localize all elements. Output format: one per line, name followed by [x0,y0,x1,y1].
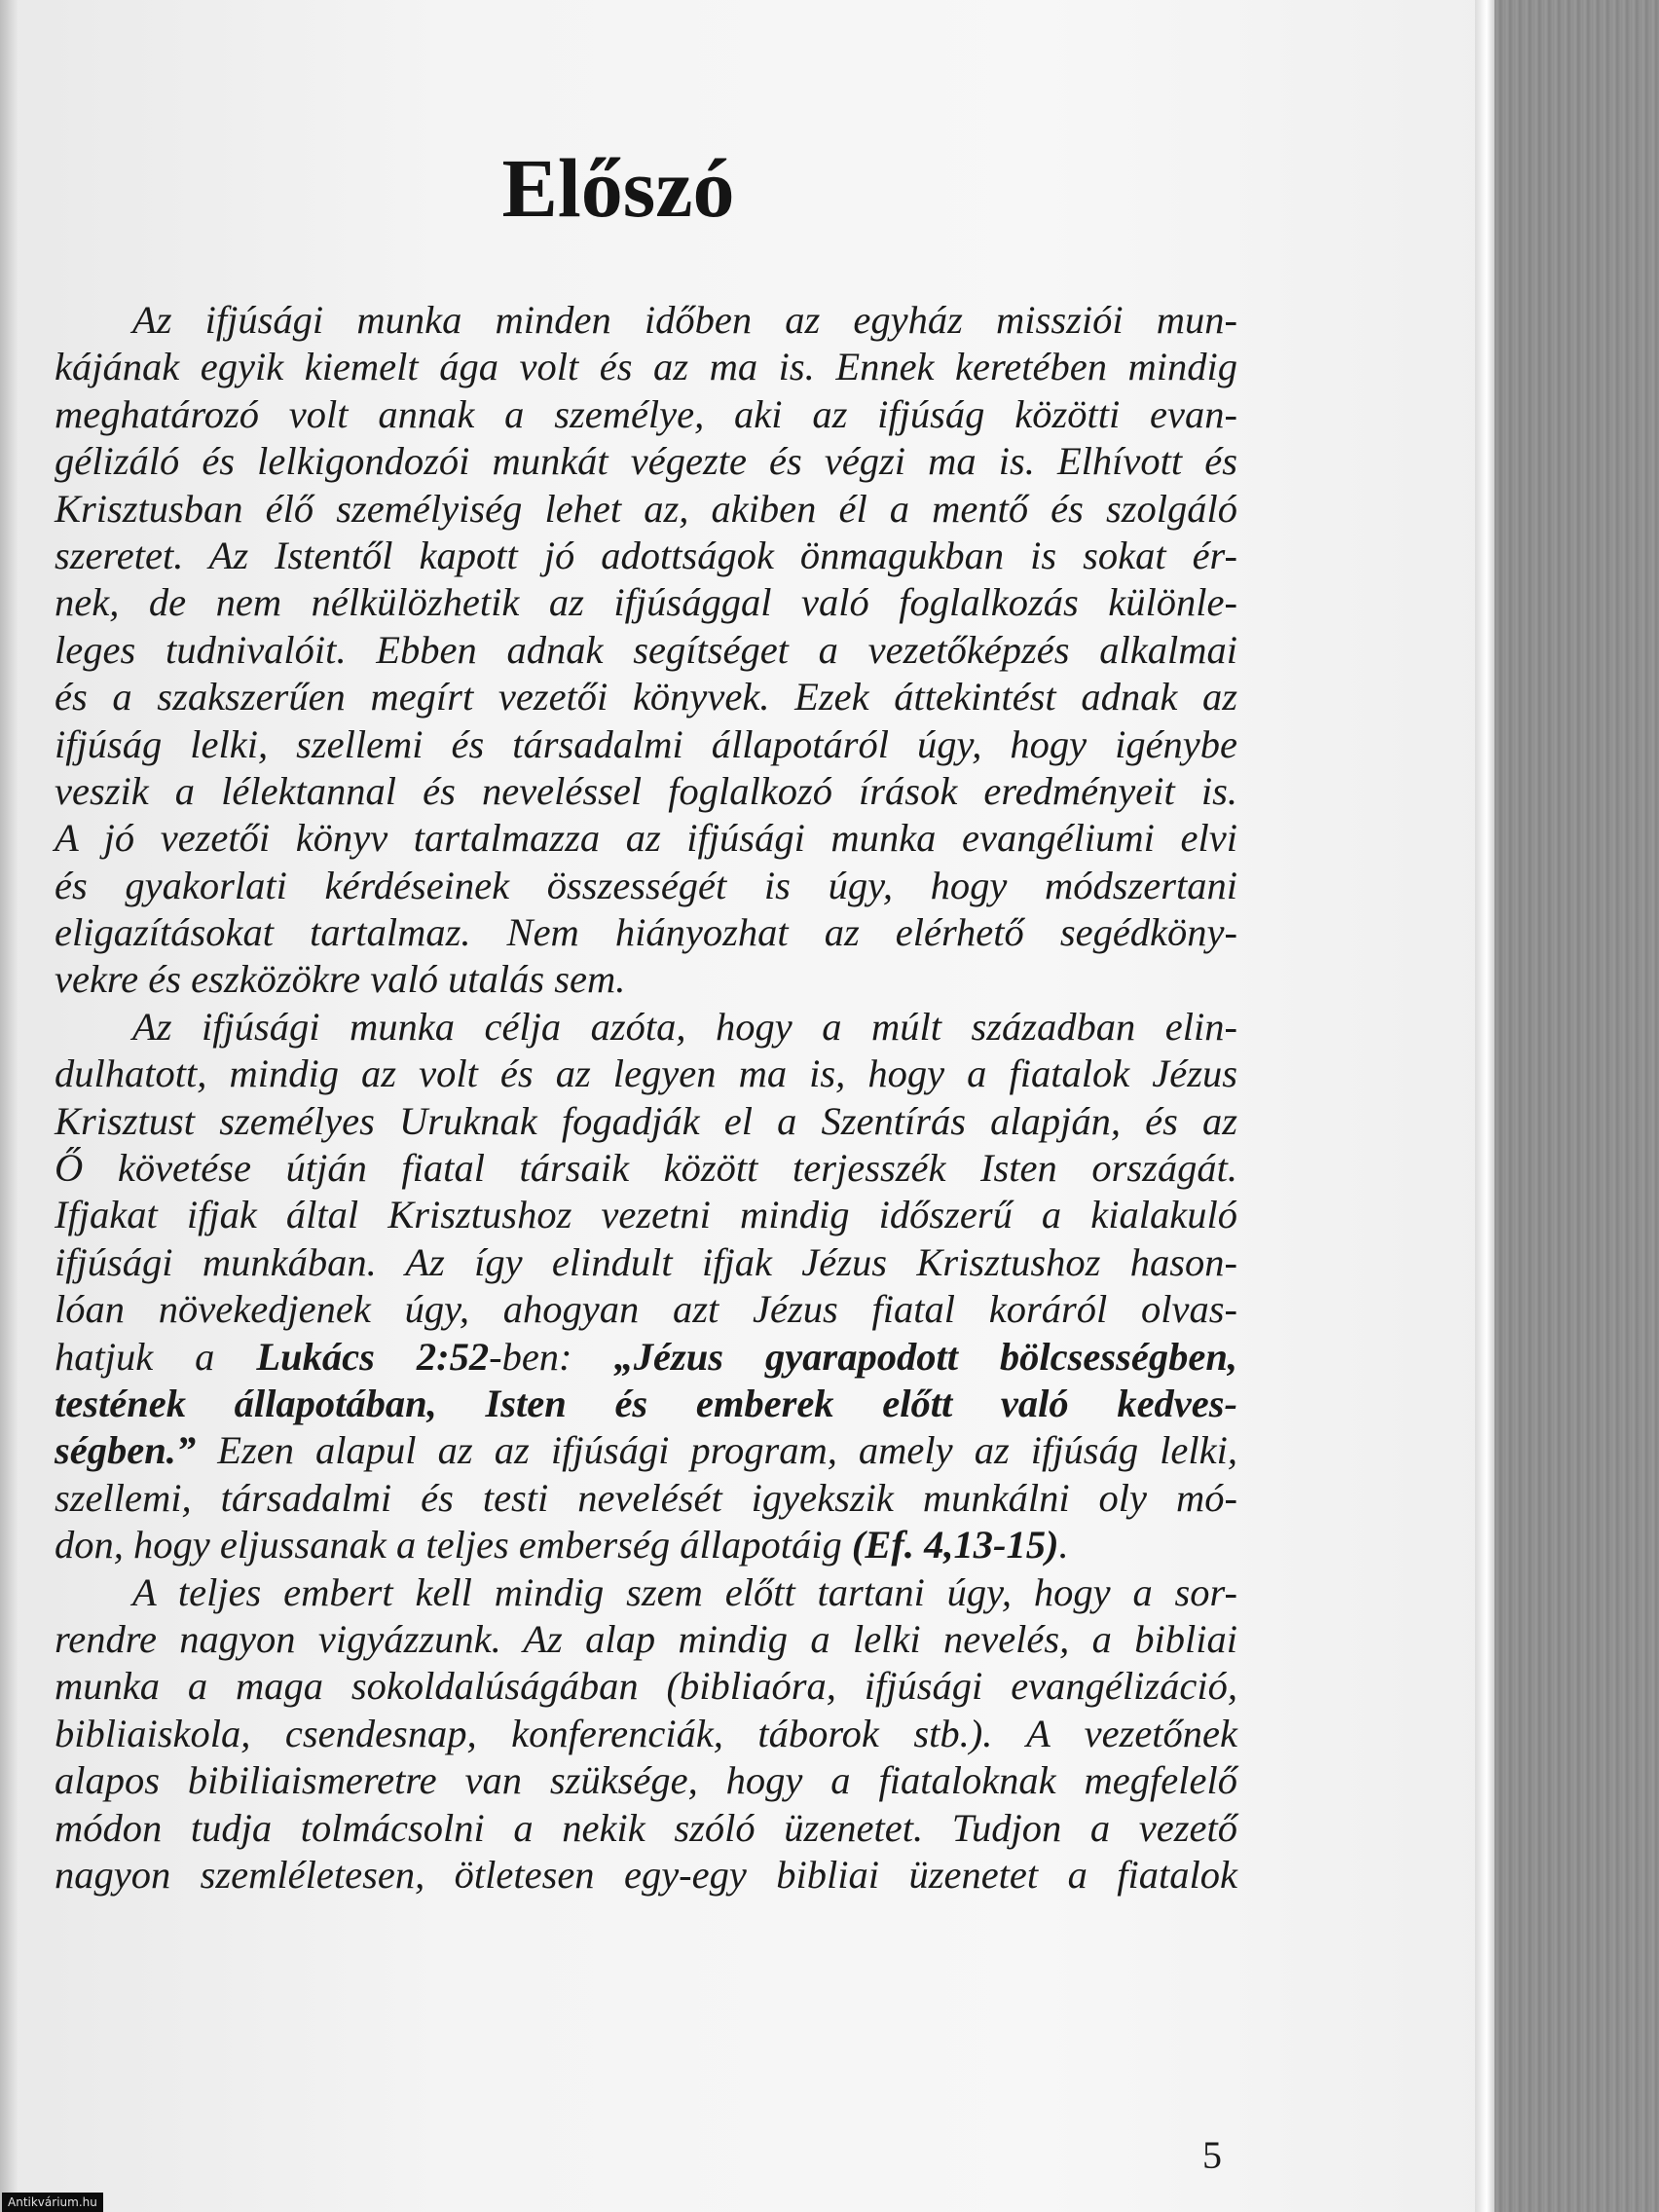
text-line: szellemi, társadalmi és testi nevelését igyekszik munkálni oly mó- [55,1475,1237,1520]
text-line [55,1427,1237,1474]
text-line: Az ifjúsági munka minden időben az egyház missziói mun- [132,298,1237,342]
page-number: 5 [1202,2133,1222,2177]
text-line: és a szakszerűen megírt vezetői könyvek. Ezek áttekintést adnak az [55,675,1237,719]
text-line: Krisztust személyes Uruknak fogadják el a Szentírás alapján, és az [55,1098,1237,1143]
page-binding-shadow [0,0,18,2212]
text-line: és gyakorlati kérdéseinek összességét is úgy, hogy módszertani [55,863,1237,907]
text-line: eligazításokat tartalmaz. Nem hiányozhat az elérhető segédköny- [55,910,1237,955]
text-line: szeretet. Az Istentől kapott jó adottságok önmagukban is sokat ér- [55,533,1237,577]
bold-text-segment: „Jézus gyarapodott bölcsességben, [613,1334,1237,1379]
text-line: A teljes embert kell mindig szem előtt tartani úgy, hogy a sor- [132,1569,1237,1614]
text-line: alapos bibiliaismeretre van szüksége, hogy a fiataloknak megfelelő [55,1758,1237,1803]
page-title: Előszó [501,141,735,235]
text-line: munka a maga sokoldalúságában (bibliaóra, ifjúsági evangélizáció, [55,1664,1237,1709]
text-line: leges tudnivalóit. Ebben adnak segítséget a vezetőképzés alkalmai [55,627,1237,672]
text-segment: Ezen alapul az az ifjúsági program, amely az ifjúság lelki, [196,1428,1237,1473]
page-edge [1475,0,1494,2212]
text-line: testének állapotában, Isten és emberek előtt való kedves- [55,1381,1237,1425]
text-segment: hatjuk a [55,1334,257,1379]
text-line: módon tudja tolmácsolni a nekik szóló üzenetet. Tudjon a vezető [55,1805,1237,1850]
text-line: Krisztusban élő személyiség lehet az, akiben él a mentő és szolgáló [55,486,1237,531]
text-line: gélizáló és lelkigondozói munkát végezte és végzi ma is. Elhívott és [55,439,1237,484]
text-line: nek, de nem nélkülözhetik az ifjúsággal való foglalkozás különle- [55,580,1237,625]
bold-text-segment: ségben.” [55,1428,197,1473]
source-watermark: Antikvárium.hu [2,2193,103,2212]
text-line: veszik a lélektannal és neveléssel foglalkozó írások eredményeit is. [55,768,1237,813]
bold-text-segment: (Ef. 4,13-15) [851,1523,1059,1567]
text-line: nagyon szemléletesen, ötletesen egy-egy bibliai üzenetet a fiatalok [55,1852,1237,1897]
text-line: ifjúság lelki, szellemi és társadalmi állapotáról úgy, hogy igénybe [55,721,1237,766]
text-segment: -ben: [489,1334,614,1379]
preface-text [55,297,1237,1899]
text-line: meghatározó volt annak a személye, aki az ifjúság közötti evan- [55,391,1237,436]
text-segment: don, hogy eljussanak a teljes emberség állapotáig [55,1523,852,1567]
text-line: kájának egyik kiemelt ága volt és az ma is. Ennek keretében mindig [55,345,1237,389]
text-line [55,1334,1237,1381]
text-line: dulhatott, mindig az volt és az legyen ma is, hogy a fiatalok Jézus [55,1051,1237,1096]
bold-text-segment: Lukács 2:52 [256,1334,490,1379]
background-surface [1494,0,1659,2212]
text-line: Ő követése útján fiatal társaik között terjesszék Isten országát. [55,1146,1237,1191]
text-line: A jó vezetői könyv tartalmazza az ifjúsági munka evangéliumi elvi [55,816,1237,861]
text-line: lóan növekedjenek úgy, ahogyan azt Jézus fiatal koráról olvas- [55,1287,1237,1332]
text-line: Az ifjúsági munka célja azóta, hogy a múlt században elin- [132,1004,1237,1049]
text-line: vekre és eszközökre való utalás sem. [55,957,626,1002]
text-line: ifjúsági munkában. Az így elindult ifjak Jézus Krisztushoz hason- [55,1239,1237,1284]
text-segment: . [1058,1523,1069,1567]
text-line: Ifjakat ifjak által Krisztushoz vezetni mindig időszerű a kialakuló [55,1193,1237,1237]
text-line [55,1522,1237,1568]
text-line: rendre nagyon vigyázzunk. Az alap mindig a lelki nevelés, a bibliai [55,1616,1237,1661]
text-line: bibliaiskola, csendesnap, konferenciák, táborok stb.). A vezetőnek [55,1711,1237,1755]
